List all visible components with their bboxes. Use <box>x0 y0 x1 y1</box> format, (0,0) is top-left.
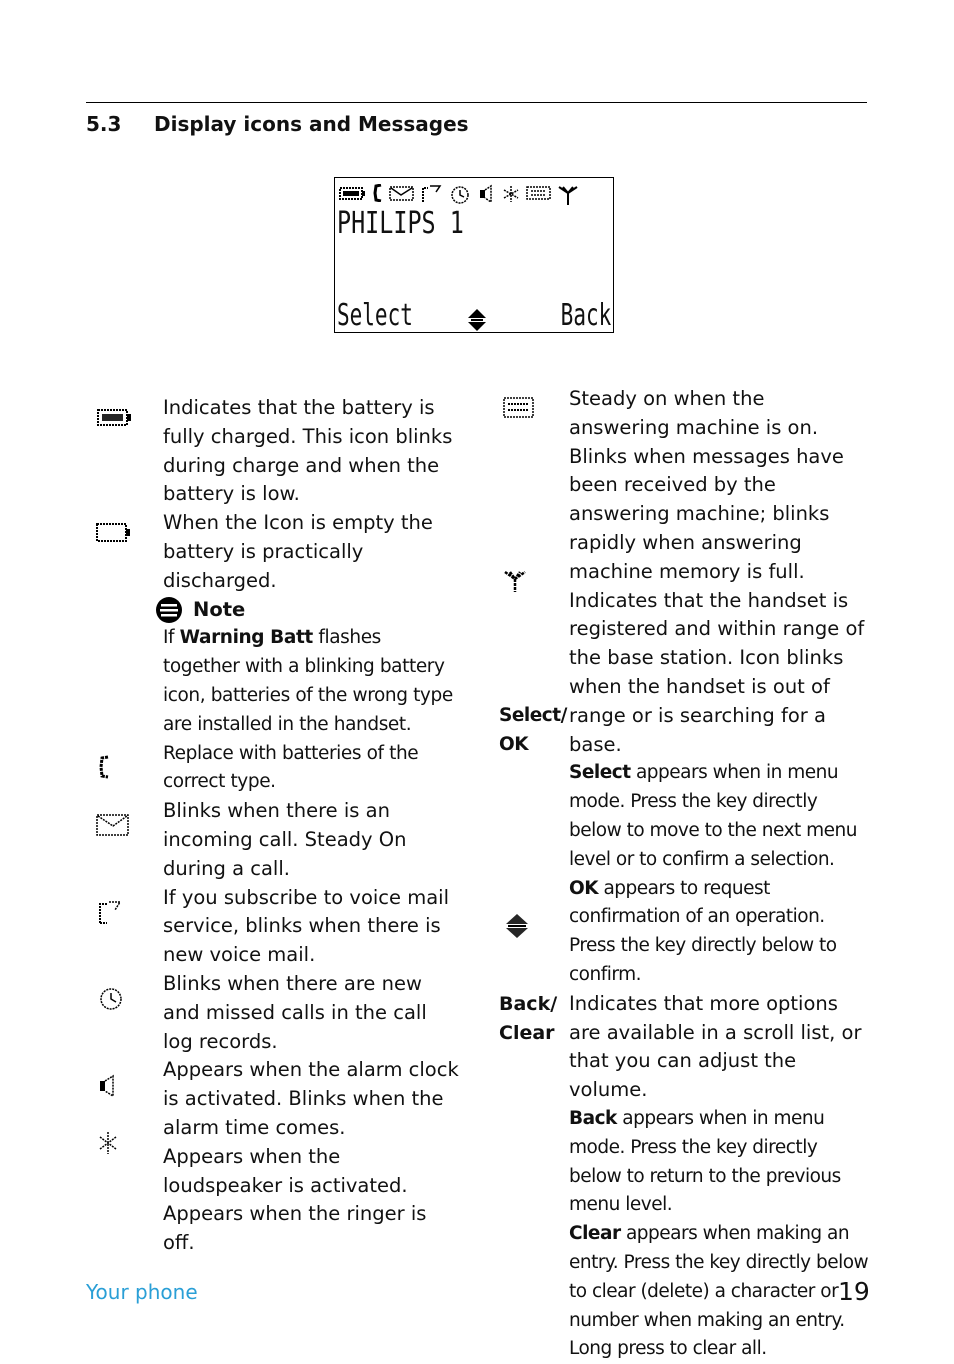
alarm-clock-icon <box>97 985 125 1011</box>
lcd-handset-name: PHILIPS 1 <box>337 206 464 241</box>
entry-clear <box>569 1220 869 1364</box>
missed-call-icon <box>420 184 442 204</box>
note-heading <box>155 596 459 625</box>
scroll-icon <box>503 913 531 939</box>
entry-scroll: Indicates that more options are available in a scroll list, or that you can adjust the volume. <box>569 991 862 1102</box>
clear-bold: Clear <box>569 1223 621 1245</box>
note-title: Note <box>193 597 246 621</box>
answering-machine-icon <box>526 184 552 202</box>
entry-answering-machine: Steady on when the answering machine is on. Blinks when messages have been received by the answering machine; blinks rapidly when answering machine memory is full. <box>569 387 844 583</box>
loudspeaker-icon <box>98 1073 118 1099</box>
footer-page-number: 19 <box>838 1277 870 1306</box>
note-body <box>163 624 459 797</box>
battery-full-icon <box>339 184 367 202</box>
entry-voice-mail: If you subscribe to voice mail service, blinks when there is new voice mail. <box>163 885 449 967</box>
entry-loudspeaker: Appears when the loudspeaker is activated. <box>163 1144 408 1197</box>
ringer-off-icon <box>97 1130 119 1156</box>
back-bold: Back <box>569 1107 617 1129</box>
entry-ringer-off: Appears when the ringer is off. <box>163 1202 427 1255</box>
footer-section-name: Your phone <box>86 1280 198 1304</box>
answering-machine-icon <box>503 396 535 420</box>
battery-full-icon <box>97 407 133 429</box>
loudspeaker-icon <box>478 184 496 204</box>
back-text: appears when in menu mode. Press the key directly below to return to the previous menu level. <box>569 1107 841 1216</box>
left-column <box>163 394 459 1258</box>
entry-alarm: Appears when the alarm clock is activated. Blinks when the alarm time comes. <box>163 1058 459 1139</box>
section-title: Display icons and Messages <box>154 112 469 136</box>
ok-text: appears to request confirmation of an operation. Press the key directly below to confirm. <box>569 877 837 985</box>
header-rule <box>86 102 867 103</box>
entry-missed-call: Blinks when there are new and missed calls in the call log records. <box>163 971 427 1053</box>
voice-mail-icon <box>389 184 415 202</box>
clear-label: Clear <box>499 1021 555 1044</box>
note-text: flashes together with a blinking battery icon, batteries of the wrong type are installed in the handset. Replace with batteries of the correct type. <box>163 627 453 793</box>
phone-call-icon <box>97 755 111 779</box>
note-icon <box>155 596 183 624</box>
antenna-icon <box>557 184 579 206</box>
entry-ok <box>569 875 869 990</box>
entry-battery-full: Indicates that the battery is fully charged. This icon blinks during charge and when the battery is low. <box>163 396 453 506</box>
back-clear-label <box>499 990 557 1048</box>
lcd-select-softkey: Select <box>337 298 413 333</box>
note-prefix: If <box>163 627 175 649</box>
voice-mail-icon <box>96 813 130 837</box>
select-label: Select/ <box>499 705 567 726</box>
select-text: appears when in menu mode. Press the key directly below to move to the next menu level or to confirm a selection. <box>569 762 858 870</box>
entry-call: Blinks when there is an incoming call. Steady On during a call. <box>163 799 407 880</box>
entry-antenna: Indicates that the handset is registered and within range of the base station. Icon blinks when the handset is out of range or is searching for a base. <box>569 588 865 756</box>
missed-call-icon <box>97 899 123 925</box>
ok-label: OK <box>499 733 529 755</box>
section-number: 5.3 <box>86 112 122 136</box>
lcd-back-softkey: Back <box>560 298 611 333</box>
phone-call-icon <box>372 184 384 202</box>
entry-select <box>569 759 869 874</box>
lcd-status-icons <box>339 184 579 206</box>
entry-battery-empty: When the Icon is empty the battery is practically discharged. <box>163 511 433 592</box>
right-column <box>569 385 869 1364</box>
antenna-icon <box>503 569 527 593</box>
ringer-off-icon <box>501 184 521 204</box>
back-label: Back/ <box>499 993 558 1015</box>
clear-text: appears when making an entry. Press the key directly below to clear (delete) a character or number when making an entry. Long press to clear all. <box>569 1223 869 1360</box>
alarm-clock-icon <box>447 184 473 204</box>
note-warning-batt: Warning Batt <box>179 627 313 649</box>
ok-bold: OK <box>569 877 599 899</box>
select-bold: Select <box>569 762 631 784</box>
scroll-icon <box>465 308 489 332</box>
select-ok-label <box>499 702 567 760</box>
battery-empty-icon <box>96 521 132 545</box>
lcd-display <box>334 177 614 333</box>
entry-back <box>569 1105 869 1220</box>
